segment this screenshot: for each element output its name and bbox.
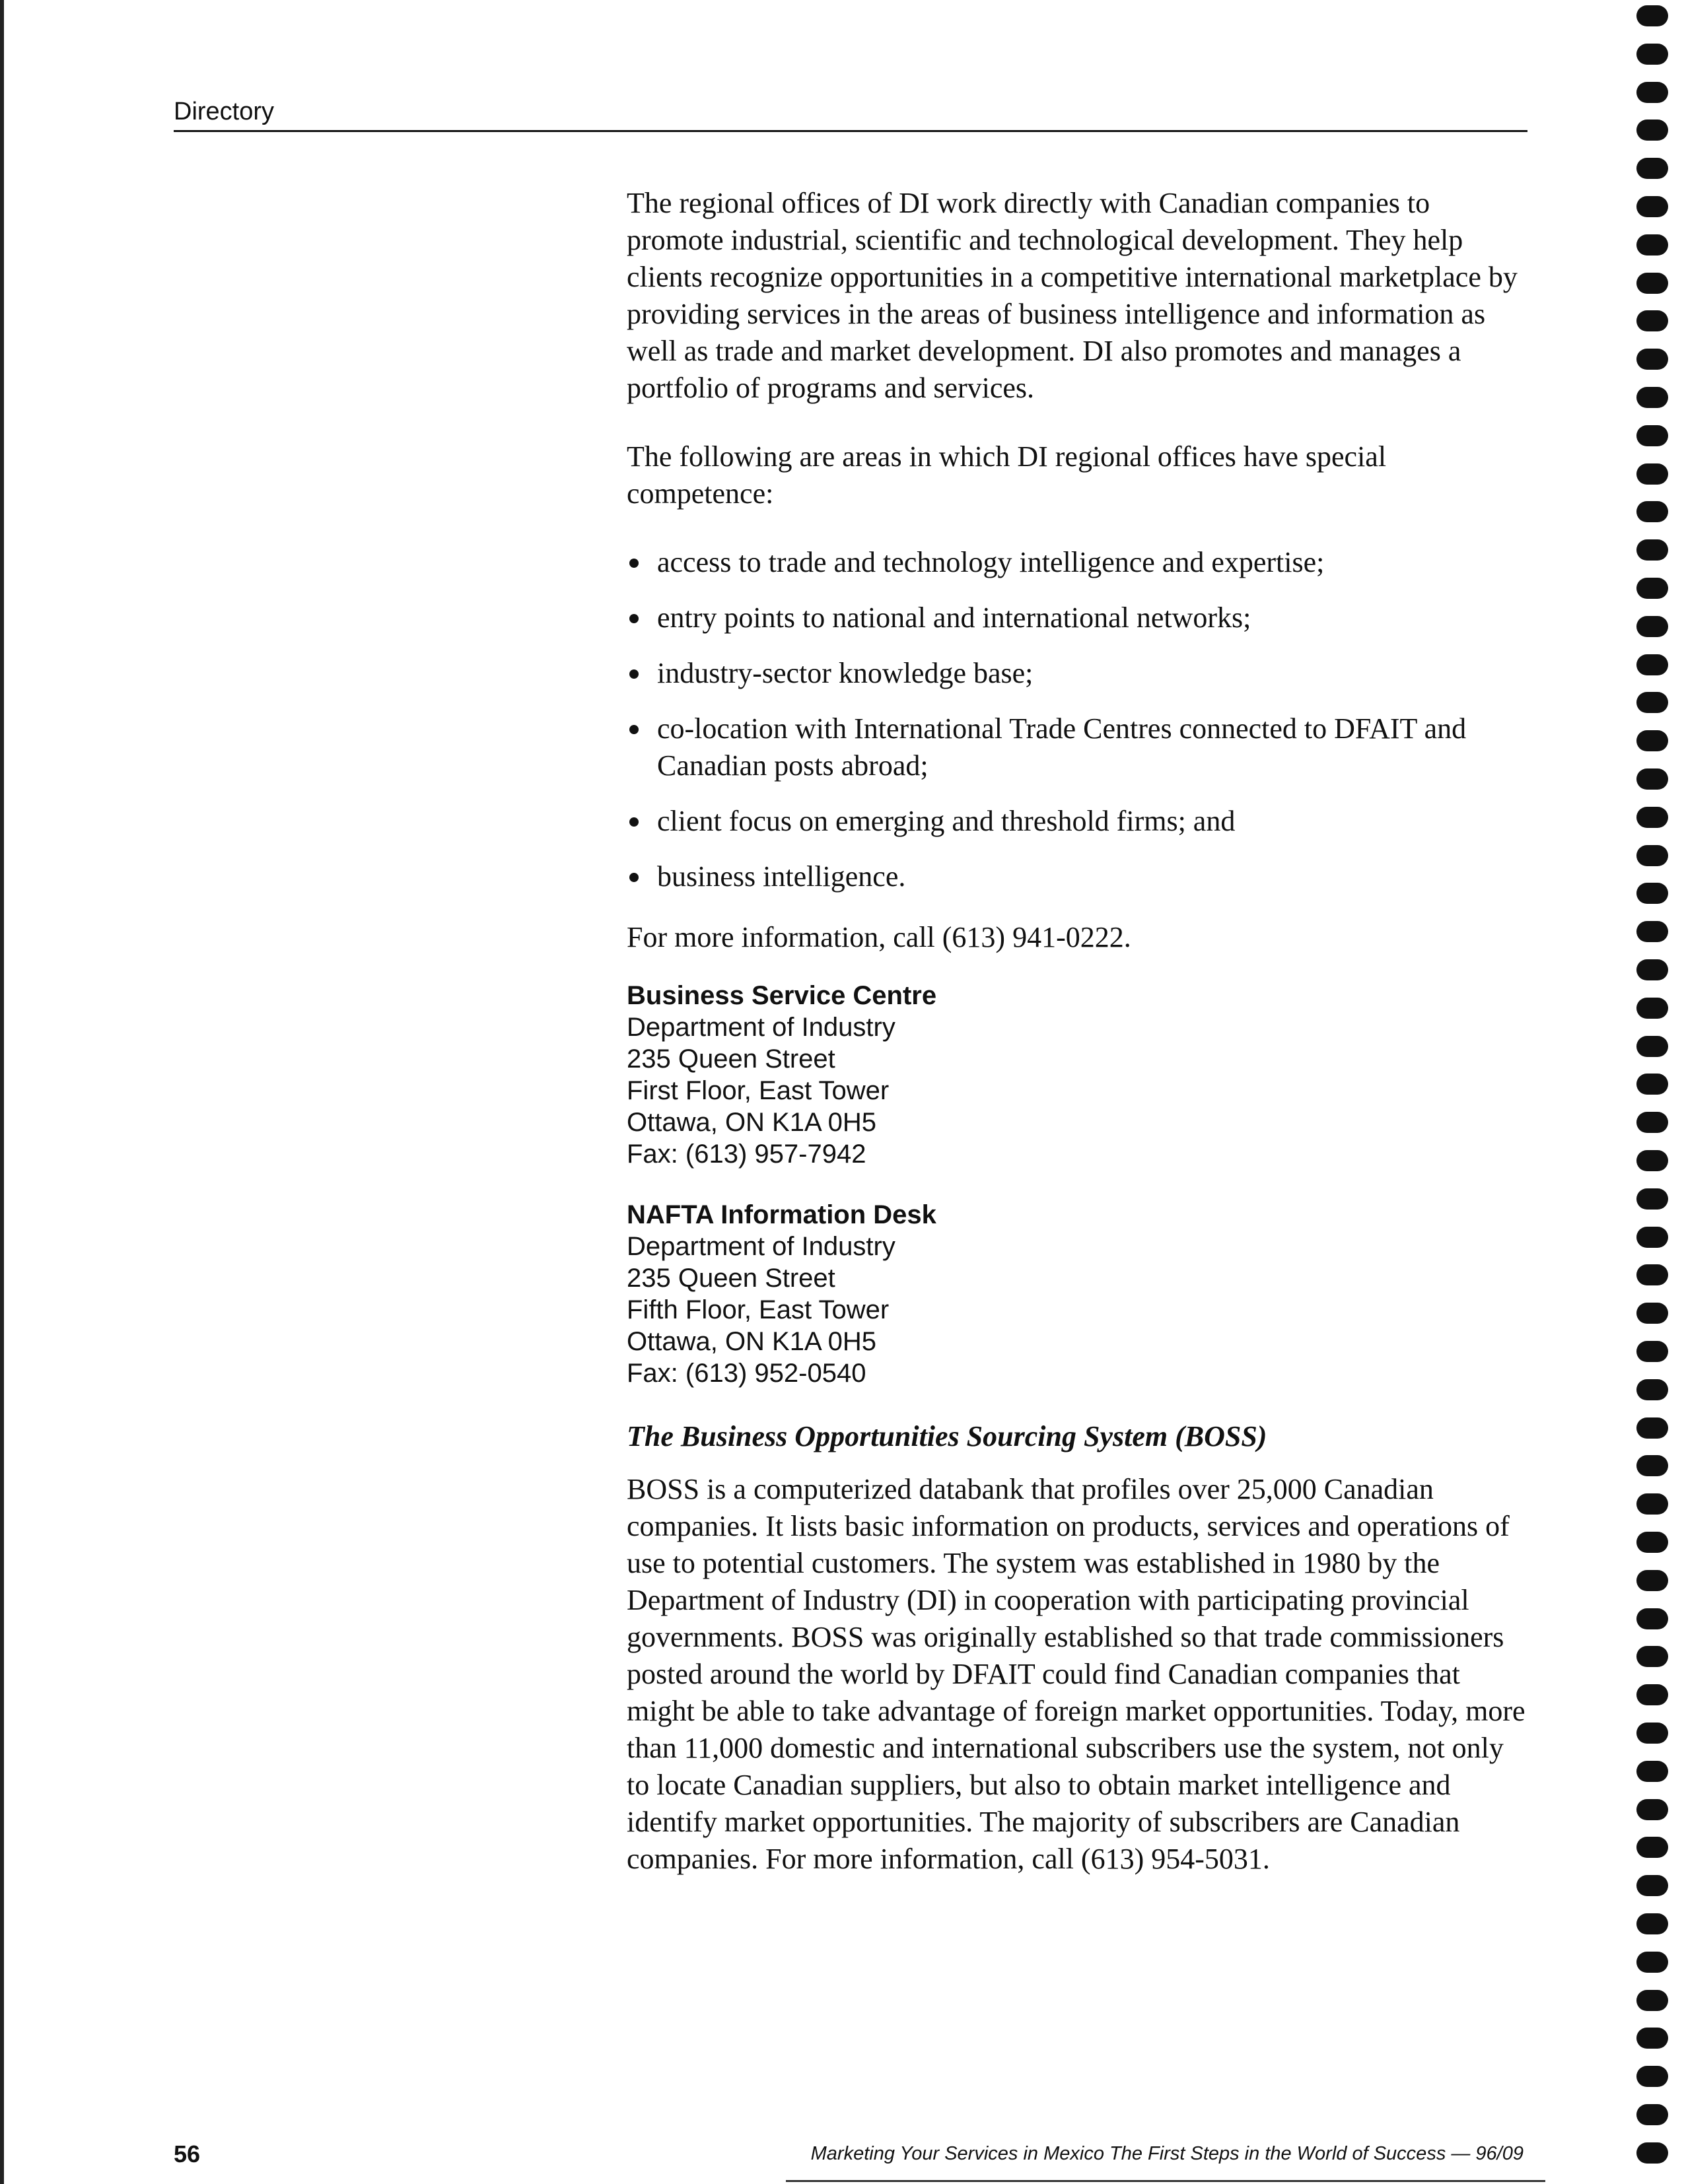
list-item: co-location with International Trade Centres connected to DFAIT and Canadian posts abroad; <box>627 710 1531 784</box>
address-line: 235 Queen Street <box>627 1264 835 1293</box>
page-number: 56 <box>174 2140 201 2167</box>
address-fax: Fax: (613) 952-0540 <box>627 1359 866 1388</box>
bullet-icon <box>629 873 639 882</box>
binding-hole <box>1636 1150 1668 1171</box>
address-line: Ottawa, ON K1A 0H5 <box>627 1327 876 1356</box>
binding-hole <box>1636 616 1668 637</box>
binding-hole <box>1636 158 1668 179</box>
bullet-icon <box>629 614 639 623</box>
binding-hole <box>1636 2104 1668 2125</box>
bullet-icon <box>629 559 639 568</box>
binding-hole <box>1636 1532 1668 1553</box>
binding-hole <box>1636 1913 1668 1934</box>
binding-hole <box>1636 1761 1668 1782</box>
binding-hole <box>1636 578 1668 599</box>
intro-paragraph: The regional offices of DI work directly with Canadian companies to promote industrial, scientific and technological development. They help clients recognize opportunities in a competitive international marketplace by providing services in the areas of business intelligence and information as well as trade and market development. DI also promotes and manages a portfolio of programs and services. <box>627 187 1518 404</box>
binding-hole <box>1636 44 1668 65</box>
binding-hole <box>1636 1455 1668 1476</box>
binding-hole <box>1636 1112 1668 1133</box>
binding-hole <box>1636 921 1668 942</box>
address-title: NAFTA Information Desk <box>627 1200 936 1229</box>
binding-hole <box>1636 883 1668 904</box>
binding-hole <box>1636 425 1668 446</box>
binding-hole <box>1636 1570 1668 1591</box>
binding-hole <box>1636 2028 1668 2049</box>
binding-hole <box>1636 273 1668 294</box>
address-line: Ottawa, ON K1A 0H5 <box>627 1108 876 1137</box>
binding-hole <box>1636 1264 1668 1285</box>
binding-hole <box>1636 1493 1668 1515</box>
business-service-centre-address <box>627 980 1531 1170</box>
binding-hole <box>1636 119 1668 141</box>
binding-hole <box>1636 234 1668 256</box>
binding-hole <box>1636 1952 1668 1973</box>
binding-hole <box>1636 463 1668 485</box>
binding-hole <box>1636 1417 1668 1439</box>
contact-phone-line: For more information, call (613) 941-0222. <box>627 921 1131 953</box>
main-content <box>627 185 1531 1909</box>
address-title: Business Service Centre <box>627 981 937 1010</box>
binding-hole <box>1636 5 1668 26</box>
binding-hole <box>1636 2066 1668 2087</box>
binding-hole <box>1636 1990 1668 2011</box>
binding-hole <box>1636 310 1668 331</box>
binding-hole <box>1636 654 1668 675</box>
binding-hole <box>1636 349 1668 370</box>
binding-hole <box>1636 501 1668 522</box>
binding-hole <box>1636 539 1668 561</box>
address-line: Department of Industry <box>627 1232 895 1261</box>
boss-section-heading: The Business Opportunities Sourcing System (BOSS) <box>627 1420 1267 1452</box>
binding-hole <box>1636 1074 1668 1095</box>
binding-hole <box>1636 845 1668 866</box>
running-header: Directory <box>174 98 275 125</box>
binding-holes <box>1636 0 1676 2184</box>
list-item: business intelligence. <box>627 858 1531 895</box>
binding-hole <box>1636 692 1668 713</box>
running-footer: Marketing Your Services in Mexico The First Steps in the World of Success — 96/09 <box>810 2143 1524 2164</box>
list-item: industry-sector knowledge base; <box>627 655 1531 692</box>
header-rule <box>174 130 1527 132</box>
address-line: Fifth Floor, East Tower <box>627 1295 890 1324</box>
binding-hole <box>1636 82 1668 103</box>
binding-hole <box>1636 807 1668 828</box>
list-item: entry points to national and international networks; <box>627 599 1531 636</box>
binding-hole <box>1636 1341 1668 1362</box>
binding-hole <box>1636 1723 1668 1744</box>
binding-hole <box>1636 196 1668 217</box>
binding-hole <box>1636 1608 1668 1629</box>
binding-hole <box>1636 2142 1668 2164</box>
list-item: access to trade and technology intelligence and expertise; <box>627 544 1531 581</box>
binding-hole <box>1636 1646 1668 1667</box>
competence-list <box>627 544 1531 895</box>
address-line: First Floor, East Tower <box>627 1076 890 1105</box>
address-line: Department of Industry <box>627 1013 895 1042</box>
binding-hole <box>1636 998 1668 1019</box>
bullet-icon <box>629 725 639 734</box>
binding-hole <box>1636 1188 1668 1210</box>
binding-hole <box>1636 1227 1668 1248</box>
bullet-icon <box>629 669 639 679</box>
page-edge <box>0 0 4 2184</box>
bottom-edge-rule <box>786 2180 1545 2182</box>
binding-hole <box>1636 959 1668 980</box>
bullet-icon <box>629 817 639 827</box>
binding-hole <box>1636 1799 1668 1820</box>
boss-paragraph: BOSS is a computerized databank that profiles over 25,000 Canadian companies. It lists basic information on products, services and operations of use to potential customers. The system was established in 1980 by the Department of Industry (DI) in cooperation with participating provincial governments. BOSS was originally established so that trade commissioners posted around the world by DFAIT could find Canadian companies that might be able to take advantage of foreign market opportunities. Today, more than 11,000 domestic and international subscribers use the system, not only to locate Canadian suppliers, but also to obtain market intelligence and identify market opportunities. The majority of subscribers are Canadian companies. For more information, call (613) 954-5031. <box>627 1473 1526 1875</box>
address-fax: Fax: (613) 957-7942 <box>627 1140 866 1169</box>
binding-hole <box>1636 730 1668 751</box>
binding-hole <box>1636 1379 1668 1400</box>
binding-hole <box>1636 1684 1668 1705</box>
nafta-information-desk-address <box>627 1199 1531 1389</box>
binding-hole <box>1636 1303 1668 1324</box>
address-line: 235 Queen Street <box>627 1044 835 1074</box>
binding-hole <box>1636 1036 1668 1057</box>
competence-intro: The following are areas in which DI regional offices have special competence: <box>627 440 1387 510</box>
binding-hole <box>1636 1837 1668 1858</box>
list-item: client focus on emerging and threshold firms; and <box>627 803 1531 840</box>
binding-hole <box>1636 768 1668 790</box>
binding-hole <box>1636 1875 1668 1896</box>
binding-hole <box>1636 387 1668 408</box>
